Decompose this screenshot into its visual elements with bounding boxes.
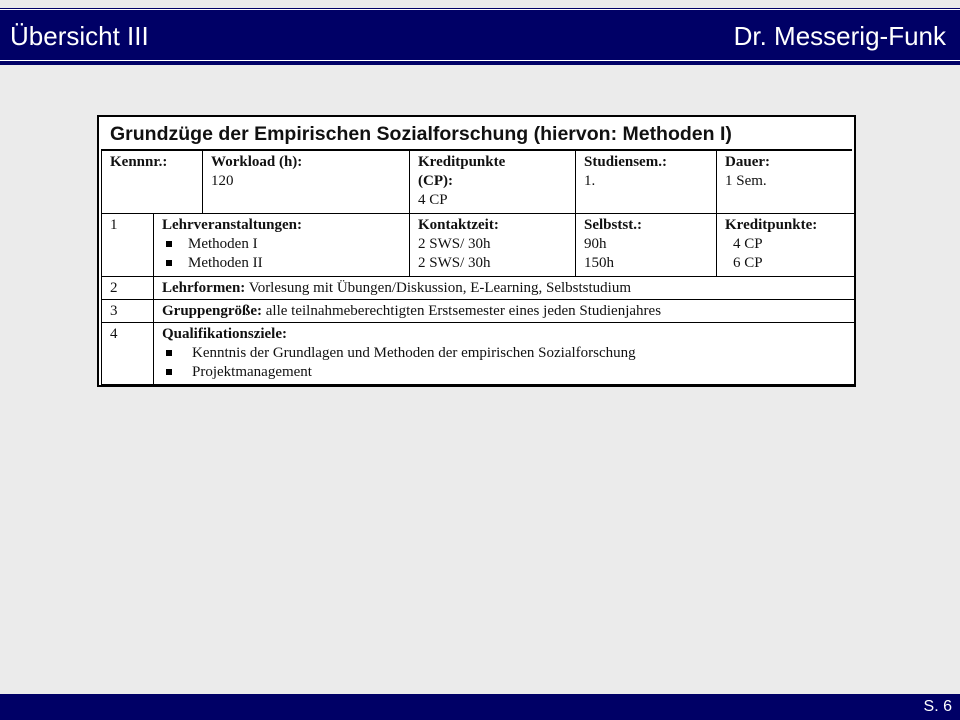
studiensemester-value: 1.: [584, 173, 596, 189]
dauer-label: Dauer:: [725, 154, 771, 170]
lehrformen-text: Vorlesung mit Übungen/Diskussion, E-Learning, Selbststudium: [245, 279, 631, 296]
lehrveranstaltung-item: Methoden I: [188, 235, 258, 252]
cell-gruppengroesse: [154, 299, 855, 322]
table-row-4: [102, 322, 855, 384]
cell-kontaktzeit: [410, 213, 576, 276]
slide-header: [0, 0, 960, 66]
qualifikationsziel-item: Kenntnis der Grundlagen und Methoden der empirischen Sozialforschung: [192, 344, 636, 361]
table-row-3: [102, 299, 855, 322]
kennnr-label: Kennnr.:: [110, 154, 168, 170]
lehrveranstaltung-item: Methoden II: [188, 254, 263, 271]
cell-dauer: [717, 151, 855, 213]
page-number: S. 6: [923, 698, 952, 715]
table-row-header: [102, 151, 855, 213]
kreditpunkte-lv-value: 4 CP: [733, 235, 763, 252]
kontaktzeit-value: 2 SWS/ 30h: [418, 235, 491, 252]
selbststudium-label: Selbstst.:: [584, 216, 642, 233]
module-description-document: [97, 115, 856, 387]
cell-kennnr: [102, 151, 203, 213]
bullet-icon: [166, 369, 172, 375]
table-row-2: [102, 276, 855, 299]
kreditpunkte-lv-label: Kreditpunkte:: [725, 216, 818, 233]
bullet-icon: [166, 350, 172, 356]
gruppengroesse-text: alle teilnahmeberechtigten Erstsemester eines jeden Studienjahres: [262, 302, 662, 319]
list-item: [162, 344, 848, 363]
header-divider: [0, 62, 960, 65]
row-number: 2: [102, 276, 154, 299]
module-table: [101, 151, 855, 385]
row-number: 3: [102, 299, 154, 322]
lehrformen-label: Lehrformen:: [162, 279, 246, 296]
cell-kreditpunkte: [410, 151, 576, 213]
kreditpunkte-label-line2: (CP):: [418, 173, 453, 189]
dauer-value: 1 Sem.: [725, 173, 767, 189]
cell-studiensemester: [576, 151, 717, 213]
bullet-icon: [166, 260, 172, 266]
kontaktzeit-value: 2 SWS/ 30h: [418, 254, 491, 271]
qualifikationsziel-item: Projektmanagement: [192, 363, 312, 380]
cell-lehrveranstaltungen: [154, 213, 410, 276]
row-number: 4: [102, 322, 154, 384]
slide-footer: [0, 694, 960, 720]
table-row-1: [102, 213, 855, 276]
cell-qualifikationsziele: [154, 322, 855, 384]
cell-selbststudium: [576, 213, 717, 276]
list-item: [162, 235, 403, 254]
studiensemester-label: Studiensem.:: [584, 154, 667, 170]
workload-value: 120: [211, 173, 234, 189]
cell-lehrformen: [154, 276, 855, 299]
slide-title: Übersicht III: [10, 21, 149, 51]
row-number: 1: [102, 213, 154, 276]
cell-kreditpunkte-lv: [717, 213, 855, 276]
selbststudium-value: 150h: [584, 254, 615, 271]
kontaktzeit-label: Kontaktzeit:: [418, 216, 499, 233]
bullet-icon: [166, 241, 172, 247]
kreditpunkte-value: 4 CP: [418, 192, 448, 208]
kreditpunkte-label-line1: Kreditpunkte: [418, 154, 506, 170]
list-item: [162, 254, 403, 273]
qualifikationsziele-label: Qualifikationsziele:: [162, 325, 287, 342]
kreditpunkte-lv-value: 6 CP: [733, 254, 763, 271]
gruppengroesse-label: Gruppengröße:: [162, 302, 263, 319]
selbststudium-value: 90h: [584, 235, 607, 252]
author-name: Dr. Messerig-Funk: [733, 21, 946, 51]
list-item: [162, 363, 848, 382]
cell-workload: [203, 151, 410, 213]
lehrveranstaltungen-label: Lehrveranstaltungen:: [162, 216, 302, 233]
module-title: Grundzüge der Empirischen Sozialforschung (hiervon: Methoden I): [101, 118, 852, 151]
title-bar: [0, 9, 960, 61]
workload-label: Workload (h):: [211, 154, 303, 170]
